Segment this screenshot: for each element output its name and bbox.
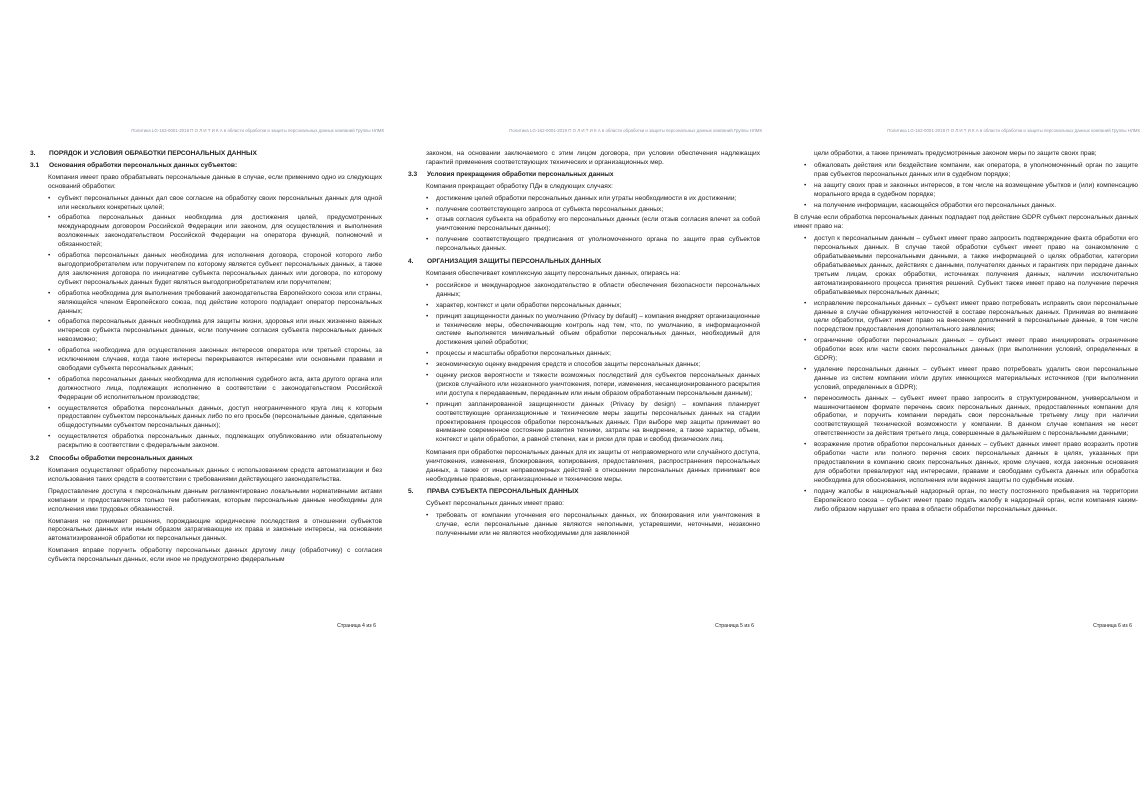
bullet-list — [408, 282, 760, 445]
list-item: • принцип защищенности данных по умолчанию (Privacy by default) – компания внедряет организационные и технические меры, обеспечивающие контроль над тем, что, по умолчанию, в информационной системе выполняется минимальный объем обработки персональных данных, необходимый для достижения целей обработки; — [436, 313, 760, 349]
list-item: • ограничение обработки персональных данных – субъект имеет право инициировать ограничение обработки всех или части своих персональных данных (при выполнении условий, определенных в GDPR); — [814, 337, 1138, 364]
paragraph: законом, на основании заключаемого с этим лицом договора, при условии обеспечения надлежащих гарантий применения соответствующих технических и организационных мер. — [426, 150, 760, 166]
list-item: • получение соответствующего предписания от уполномоченного органа по защите прав субъектов персональных данных. — [436, 236, 760, 254]
list-item: • российское и международное законодательство в области обеспечения безопасности персональных данных; — [436, 282, 760, 300]
list-item: • требовать от компании уточнения его персональных данных, их блокирования или уничтожения в случае, если персональные данные являются неполными, устаревшими, неточными, незаконно полученными или не являются необходимыми для заявленной — [436, 512, 760, 539]
paragraph: Компания имеет право обрабатывать персональные данные в случае, если применимо одно из следующих оснований обработки: — [48, 173, 382, 190]
list-item: • удаление персональных данных – субъект имеет право потребовать удалить свои персональные данные из систем компании и/или других имеющихся материальных источников (при выполнении условий, определенных в GDPR); — [814, 366, 1138, 393]
page-header: Политика LG-162-0001-2019 П О Л И Т И К А в области обработки и защиты персональных данных компаний Группы НЛМК — [887, 128, 1140, 133]
paragraph: В случае если обработка персональных данных подпадает под действие GDPR субъект персональных данных имеет право на: — [794, 214, 1138, 231]
list-item: • доступ к персональным данным – субъект имеет право запросить подтверждение факта обработки его персональных данных. В случае такой обработки субъект имеет право на ознакомление с обрабатываемыми персональными данными, а также информацией о целях обработки, категории обрабатываемых данных, действиях с данными, получателях данных и гарантиях при передаче данных третьим лицам, сроках обработки, источниках получения данных, наличии исключительно автоматизированного процесса принятия решений. Субъект также имеет право на получение перечня обрабатываемых персональных данных; — [814, 235, 1138, 297]
bullet-list — [786, 235, 1138, 514]
list-item: • осуществляется обработка персональных данных, подлежащих опубликованию или обязательному раскрытию в соответствии с федеральным законом. — [58, 433, 382, 451]
list-item: • исправление персональных данных – субъект имеет право потребовать исправить свои персональные данные в случае обнаружения неточностей в составе персональных данных. Принимая во внимание цели обработки, субъект имеет право на внесение дополнений в персональные данные, в том числе посредством предоставления дополнительного заявления; — [814, 300, 1138, 336]
list-item: • субъект персональных данных дал свое согласие на обработку своих персональных данных для одной или нескольких конкретных целей; — [58, 195, 382, 213]
list-item: • экономическую оценку внедрения средств и способов защиты персональных данных; — [436, 361, 760, 370]
paragraph: цели обработки, а также принимать предусмотренные законом меры по защите своих прав; — [814, 150, 1097, 157]
list-item: • переносимость данных – субъект имеет право запросить в структурированном, универсальном и машиночитаемом формате перечень своих персональных данных, предоставленных компании для обработки, и поручить компании передать свои персональные третьему лицу при наличии соответствующей технической возможности у компании. В данном случае компания не несет ответственности за действия третьего лица, совершенные в дальнейшем с персональными данными; — [814, 395, 1138, 440]
list-item: • отзыв согласия субъекта на обработку его персональных данных (если отзыв согласия влечет за собой уничтожение персональных данных); — [436, 216, 760, 234]
list-item: • обработка персональных данных необходима для защиты жизни, здоровья или иных жизненно важных интересов субъекта персональных данных, если получение согласия субъекта персональных данных невозможно; — [58, 318, 382, 345]
list-item: • обработка необходима для осуществления законных интересов оператора или третьей стороны, за исключением случаев, когда такие интересы перекрываются интересами или основными правами и свободами субъекта персональных данных; — [58, 347, 382, 374]
list-item: • обработка персональных данных необходима для исполнения судебного акта, акта другого органа или должностного лица, подлежащих исполнению в соответствии с законодательством Российской Федерации об исполнительном производстве; — [58, 376, 382, 403]
list-item: • обработка персональных данных необходима для исполнения договора, стороной которого либо выгодоприобретателем или поручителем по которому является субъект персональных данных, а также для заключения договора по инициативе субъекта персональных данных или договора, по которому субъект персональных данных будет являться выгодоприобретателем или поручителем; — [58, 252, 382, 288]
list-item: • обжаловать действия или бездействие компании, как оператора, в уполномоченный орган по защите прав субъектов персональных данных или в судебном порядке; — [814, 162, 1138, 180]
subsection-heading: 3.3 Условия прекращения обработки персональных данных — [408, 170, 614, 178]
list-item: • процессы и масштабы обработки персональных данных; — [436, 350, 760, 359]
section-heading: 4. ОРГАНИЗАЦИЯ ЗАЩИТЫ ПЕРСОНАЛЬНЫХ ДАННЫХ — [408, 258, 602, 266]
page-footer: Страница 5 из 6 — [715, 623, 754, 629]
page-footer: Страница 6 из 6 — [1093, 623, 1132, 629]
paragraph: Предоставление доступа к персональным данным регламентировано локальными нормативными актами компании и предоставляется только тем работникам, которым персональные данные необходимы для исполнения ими трудовых обязанностей. — [48, 487, 382, 513]
bullet-list — [30, 195, 382, 451]
page-5 — [400, 128, 768, 634]
subsection-heading: 3.1 Основания обработки персональных данных субъектов: — [30, 161, 238, 169]
page-6 — [778, 128, 1146, 634]
list-item: • оценку рисков вероятности и тяжести возможных последствий для субъектов персональных данных (рисков случайного или незаконного уничтожения, потери, изменения, несанкционированного раскрытия или доступа к передаваемым, переданным или иным образом обработанным персональным данным); — [436, 372, 760, 399]
paragraph: Компания не принимает решения, порождающие юридические последствия в отношении субъектов персональных данных или иным образом затрагивающие их права и законные интересы, на основании автоматизированной обработки их персональных данных. — [48, 517, 382, 543]
list-item: • обработка необходима для выполнения требований законодательства Европейского союза или страны, являющейся членом Европейского союза, под действие которого подпадает оператор персональных данных; — [58, 290, 382, 317]
paragraph: Компания вправе поручить обработку персональных данных другому лицу (обработчику) с согласия субъекта персональных данных, если иное не предусмотрено федеральным — [48, 547, 382, 564]
subsection-heading: 3.2 Способы обработки персональных данных — [30, 455, 193, 463]
list-item: • получение соответствующего запроса от субъекта персональных данных; — [436, 206, 760, 215]
paragraph: Компания обеспечивает комплексную защиту персональных данных, опираясь на: — [426, 269, 681, 277]
page-footer: Страница 4 из 6 — [337, 623, 376, 629]
list-item: • осуществляется обработка персональных данных, доступ неограниченного круга лиц к которым предоставлен субъектом персональных данных либо по его просьбе (персональные данные, сделанные общедоступными субъектом персональных данных); — [58, 405, 382, 432]
page-header: Политика LG-162-0001-2019 П О Л И Т И К А в области обработки и защиты персональных данных компаний Группы НЛМК — [509, 128, 762, 133]
list-item: • возражение против обработки персональных данных – субъект данных имеет право возразить против обработки части или полного перечня своих персональных данных в целях, указанных при предоставлении в компанию своих персональных данных, кроме случаев, когда законные основания для обработки превалируют над интересами, правами и свободами субъекта данных или обработка необходима для обоснования, исполнения или ведения защиты по судебным искам. — [814, 441, 1138, 486]
page-4 — [22, 128, 390, 634]
paragraph: Компания прекращает обработку ПДн в следующих случаях: — [426, 182, 613, 190]
section-heading: 3. ПОРЯДОК И УСЛОВИЯ ОБРАБОТКИ ПЕРСОНАЛЬНЫХ ДАННЫХ — [30, 150, 257, 157]
list-item: • обработка персональных данных необходима для достижения целей, предусмотренных международным договором Российской Федерации или законом, для осуществления и выполнения возложенных законодательством Российской Федерации на оператора функций, полномочий и обязанностей; — [58, 214, 382, 250]
list-item: • на получение информации, касающейся обработки его персональных данных. — [814, 202, 1138, 211]
list-item: • принцип запланированной защищенности данных (Privacy by design) – компания планирует соответствующие организационные и технические меры защиты персональных данных на стадии проектирования процессов обработки персональных данных. При выборе мер защиты принимает во внимание современное состояние развития техники, затраты на внедрение, а также характер, объем, контекст и цели обработки, а равной степени, как и риски для прав и свобод физических лиц. — [436, 401, 760, 446]
bullet-list — [408, 512, 760, 539]
page-content — [30, 150, 382, 568]
page-content — [408, 150, 760, 542]
list-item: • характер, контекст и цели обработки персональных данных; — [436, 302, 760, 311]
page-header: Политика LG-162-0001-2019 П О Л И Т И К А в области обработки и защиты персональных данных компаний Группы НЛМК — [131, 128, 384, 133]
section-heading: 5. ПРАВА СУБЪЕКТА ПЕРСОНАЛЬНЫХ ДАННЫХ — [408, 487, 579, 495]
list-item: • достижение целей обработки персональных данных или утраты необходимости в их достижении; — [436, 195, 760, 204]
paragraph: Субъект персональных данных имеет право: — [426, 499, 565, 507]
list-item: • на защиту своих прав и законных интересов, в том числе на возмещение убытков и (или) компенсацию морального вреда в судебном порядке; — [814, 182, 1138, 200]
bullet-list — [408, 195, 760, 254]
paragraph: Компания осуществляет обработку персональных данных с использованием средств автоматизации и без использования таких средств в соответствии с требованиями действующего законодательства. — [48, 467, 382, 483]
page-content — [786, 150, 1138, 518]
list-item: • подачу жалобы в национальный надзорный орган, по месту постоянного пребывания на территории Европейского союза – субъект имеет право подать жалобу в надзорный орган, если компания каким-либо образом нарушает его права в области обработки персональных данных. — [814, 488, 1138, 515]
bullet-list — [786, 162, 1138, 211]
paragraph: Компания при обработке персональных данных для их защиты от неправомерного или случайного доступа, уничтожения, изменения, блокирования, копирования, предоставления, распространения персональных данных, а также от иных неправомерных действий в отношении персональных данных принимает все необходимые правовые, организационные и технические меры. — [426, 449, 760, 483]
